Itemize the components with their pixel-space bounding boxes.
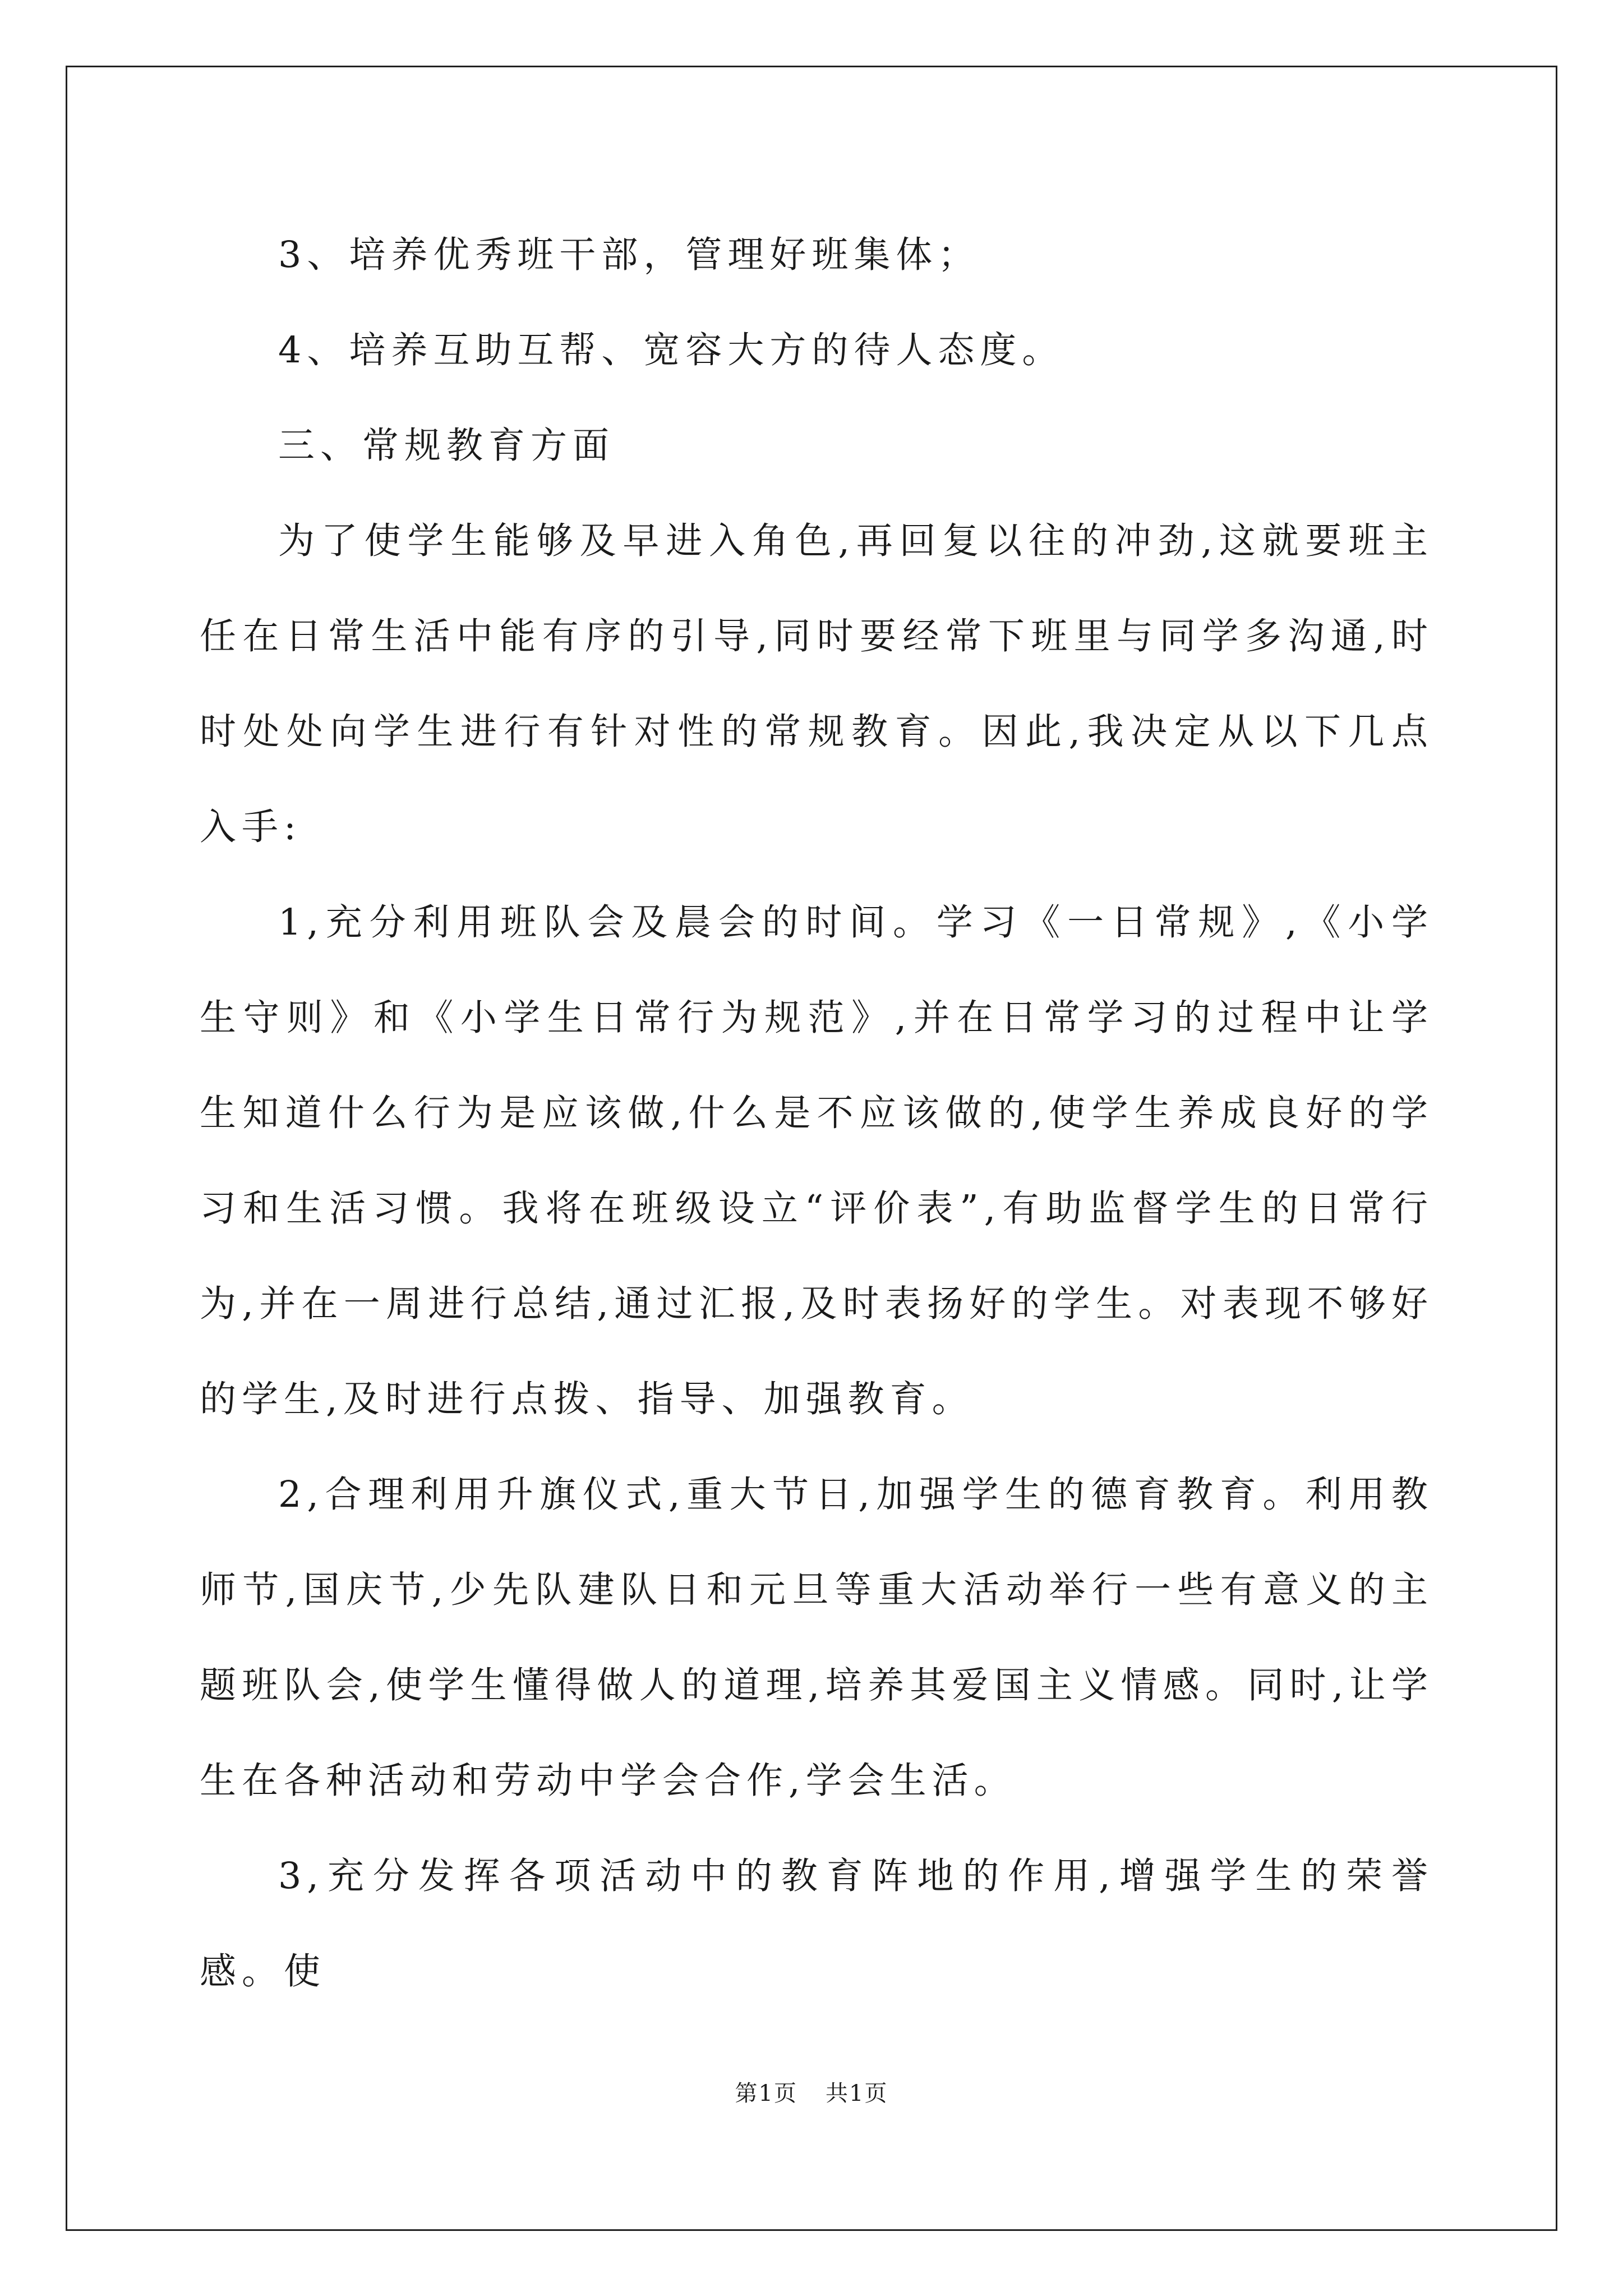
paragraph-point-3: 3,充分发挥各项活动中的教育阵地的作用,增强学生的荣誉感。使 [200, 1855, 1433, 1993]
section-heading: 三、常规教育方面 [278, 425, 615, 467]
paragraph-point-1: 1,充分利用班队会及晨会的时间。学习《一日常规》,《小学生守则》和《小学生日常行为规范》,并在日常学习的过程中让学生知道什么行为是应该做,什么是不应该做的,使学生养成良好的学习和生活习惯。我将在班级设立“评价表”,有助监督学生的日常行为,并在一周进行总结,通过汇报,及时表扬好的学生。对表现不够好的学生,及时进行点拨、指导、加强教育。 [200, 901, 1433, 1420]
paragraph-intro: 为了使学生能够及早进入角色,再回复以往的冲劲,这就要班主任在日常生活中能有序的引导,同时要经常下班里与同学多沟通,时时处处向学生进行有针对性的常规教育。因此,我决定从以下几点入手: [200, 520, 1433, 848]
document-body [200, 208, 1433, 2019]
paragraph-item-4: 4、培养互助互帮、宽容大方的待人态度。 [278, 329, 1064, 371]
page-total: 共1页 [826, 2081, 888, 2106]
paragraph-point-2: 2,合理利用升旗仪式,重大节日,加强学生的德育教育。利用教师节,国庆节,少先队建队日和元旦等重大活动举行一些有意义的主题班队会,使学生懂得做人的道理,培养其爱国主义情感。同时,让学生在各种活动和劳动中学会合作,学会生活。 [200, 1474, 1433, 1802]
page-number: 第1页 [735, 2081, 797, 2106]
page-footer [0, 2076, 1623, 2108]
paragraph-item-3: 3、培养优秀班干部，管理好班集体； [278, 234, 980, 276]
